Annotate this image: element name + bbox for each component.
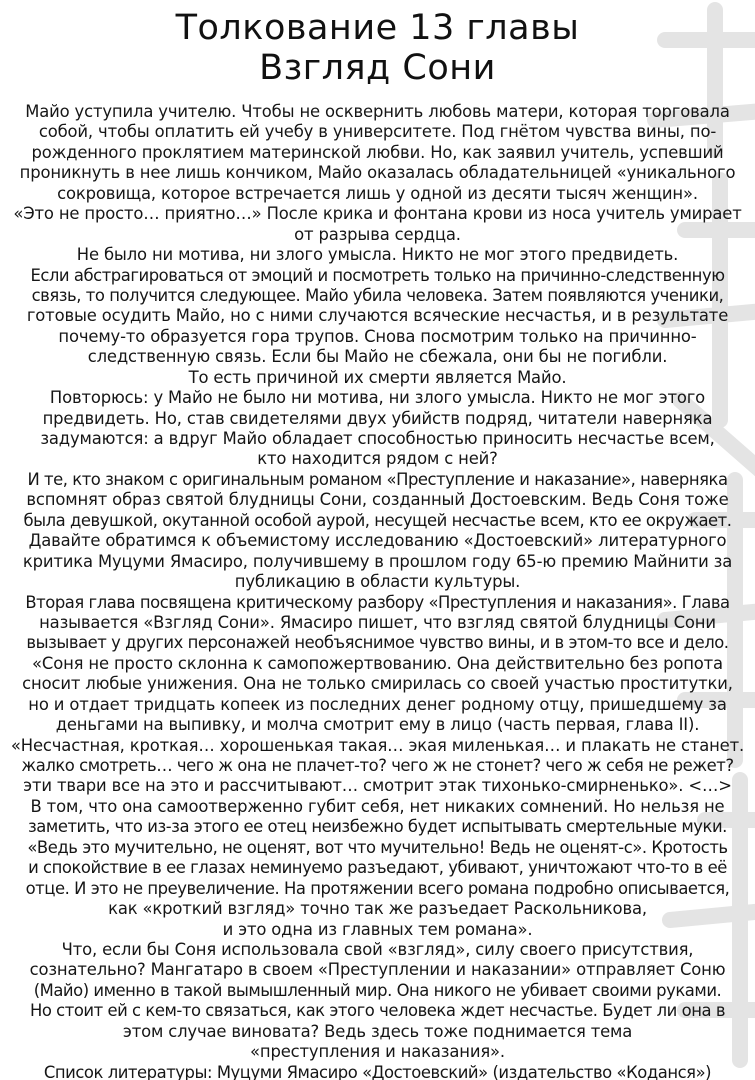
body-line: но и отдает тридцать копеек из последних денег родному отцу, пришедшему за	[28, 694, 727, 714]
body-line: следственную связь. Если бы Майо не сбежала, они бы не погибли.	[87, 347, 668, 367]
body-line: кто находится рядом с ней?	[257, 449, 498, 469]
body-line: как «кроткий взгляд» точно так же разъедает Раскольникова,	[108, 899, 647, 919]
body-line: называется «Взгляд Сони». Ямасиро пишет, что взгляд святой блудницы Сони	[39, 612, 716, 632]
body-line: была девушкой, окутанной особой аурой, несущей несчастье всем, кто ее окружает.	[23, 510, 732, 530]
body-line: «Это не просто… приятно…» После крика и фонтана крови из носа учитель умирает	[13, 204, 742, 224]
bibliography-line: Список литературы: Муцуми Ямасиро «Достоевский» (издательство «Коданся»)	[43, 1062, 712, 1080]
body-line: То есть причиной их смерти является Майо.	[188, 367, 567, 387]
body-line: Давайте обратимся к объемистому исследованию «Достоевский» литературного	[28, 531, 727, 551]
body-line: готовые осудить Майо, но с ними случаются всяческие несчастья, и в результате	[26, 306, 729, 326]
body-line: связь, то получится следующее. Майо убила человека. Затем появляются ученики,	[31, 285, 724, 305]
body-line: сокровища, которое встречается лишь у одной из десяти тысяч женщин».	[57, 183, 698, 203]
body-line: отце. И это не преувеличение. На протяжении всего романа подробно описывается,	[25, 878, 730, 898]
body-line: вызывает у других персонажей необъяснимое чувство вины, и в этом-то все и дело.	[26, 633, 729, 653]
body-line: «Несчастная, кроткая… хорошенькая такая… экая миленькая… и плакать не станет.	[10, 735, 745, 755]
body-line: Майо уступила учителю. Чтобы не осквернить любовь матери, которая торговала	[25, 102, 730, 121]
body-line: предвидеть. Но, став свидетелями двух убийств подряд, читатели наверняка	[42, 408, 713, 428]
body-line: В том, что она самоотверженно губит себя, нет никаких сомнений. Но нельзя не	[30, 796, 725, 816]
title-block	[0, 8, 755, 88]
body-line: и это одна из главных тем романа».	[222, 919, 533, 939]
body-line: «Ведь это мучительно, не оценят, вот что мучительно! Ведь не оценят-с». Кротость	[27, 837, 728, 857]
body-line: и спокойствие в ее глазах неминуемо разъедают, убивают, уничтожают что-то в её	[28, 858, 727, 878]
body-line: жалко смотреть… чего ж она не плачет-то? чего ж не стонет? чего ж себя не режет?	[21, 756, 734, 775]
body-line: эти твари все на это и рассчитывают… смотрит этак тихонько-смирненько». <…>	[23, 776, 732, 796]
body-line: сознательно? Мангатаро в своем «Преступлении и наказании» отправляет Соню	[29, 960, 726, 980]
body-line: почему-то образуется гора трупов. Снова посмотрим только на причинно-	[58, 326, 697, 346]
body-line: заметить, что из-за этого ее отец неизбежно будет испытывать смертельные муки.	[28, 817, 727, 837]
body-line: Не было ни мотива, ни злого умысла. Никто не мог этого предвидеть.	[76, 245, 679, 265]
body-line: публикацию в области культуры.	[234, 572, 521, 592]
body-line: проникнуть в нее лишь кончиком, Майо оказалась обладательницей «уникального	[19, 163, 736, 183]
page-subtitle: Взгляд Сони	[259, 48, 496, 88]
body-line: Если абстрагироваться от эмоций и посмотреть только на причинно-следственную	[30, 265, 725, 285]
body-line: Но стоит ей с кем-то связаться, как этого человека ждет несчастье. Будет ли она в	[29, 1001, 726, 1021]
body-line: этом случае виновата? Ведь здесь тоже поднимается тема	[122, 1021, 633, 1041]
body-line: собой, чтобы оплатить ей учебу в университете. Под гнётом чувства вины, по-	[38, 122, 717, 142]
body-line: сносит любые унижения. Она не только смирилась со своей участью проститутки,	[22, 674, 733, 694]
body-line: от разрыва сердца.	[294, 224, 461, 244]
body-line: (Майо) именно в такой вымышленный мир. Она никого не убивает своими руками.	[33, 980, 722, 1000]
body-line: Что, если бы Соня использовала свой «взгляд», силу своего присутствия,	[61, 939, 694, 959]
article-body	[8, 102, 747, 1080]
body-line: «Соня не просто склонна к самопожертвованию. Она действительно без ропота	[32, 653, 723, 673]
body-line: И те, кто знаком с оригинальным романом «Преступление и наказание», наверняка	[27, 469, 728, 489]
body-line: вспомнят образ святой блудницы Сони, созданный Достоевским. Ведь Соня тоже	[26, 490, 729, 510]
body-line: рожденного проклятием материнской любви. Но, как заявил учитель, успевший	[31, 142, 724, 162]
body-line: задумаются: а вдруг Майо обладает способностью приносить несчастье всем,	[40, 429, 715, 448]
body-line: «преступления и наказания».	[250, 1042, 505, 1062]
body-line: Повторюсь: у Майо не было ни мотива, ни злого умысла. Никто не мог этого	[49, 388, 706, 408]
body-line: Вторая глава посвящена критическому разбору «Преступления и наказания». Глава	[25, 592, 730, 612]
page-title: Толкование 13 главы	[175, 8, 580, 48]
body-line: критика Муцуми Ямасиро, получившему в прошлом году 65-ю премию Майнити за	[22, 551, 733, 571]
body-line: деньгами на выпивку, и молча смотрит ему в лицо (часть первая, глава II).	[55, 715, 700, 735]
